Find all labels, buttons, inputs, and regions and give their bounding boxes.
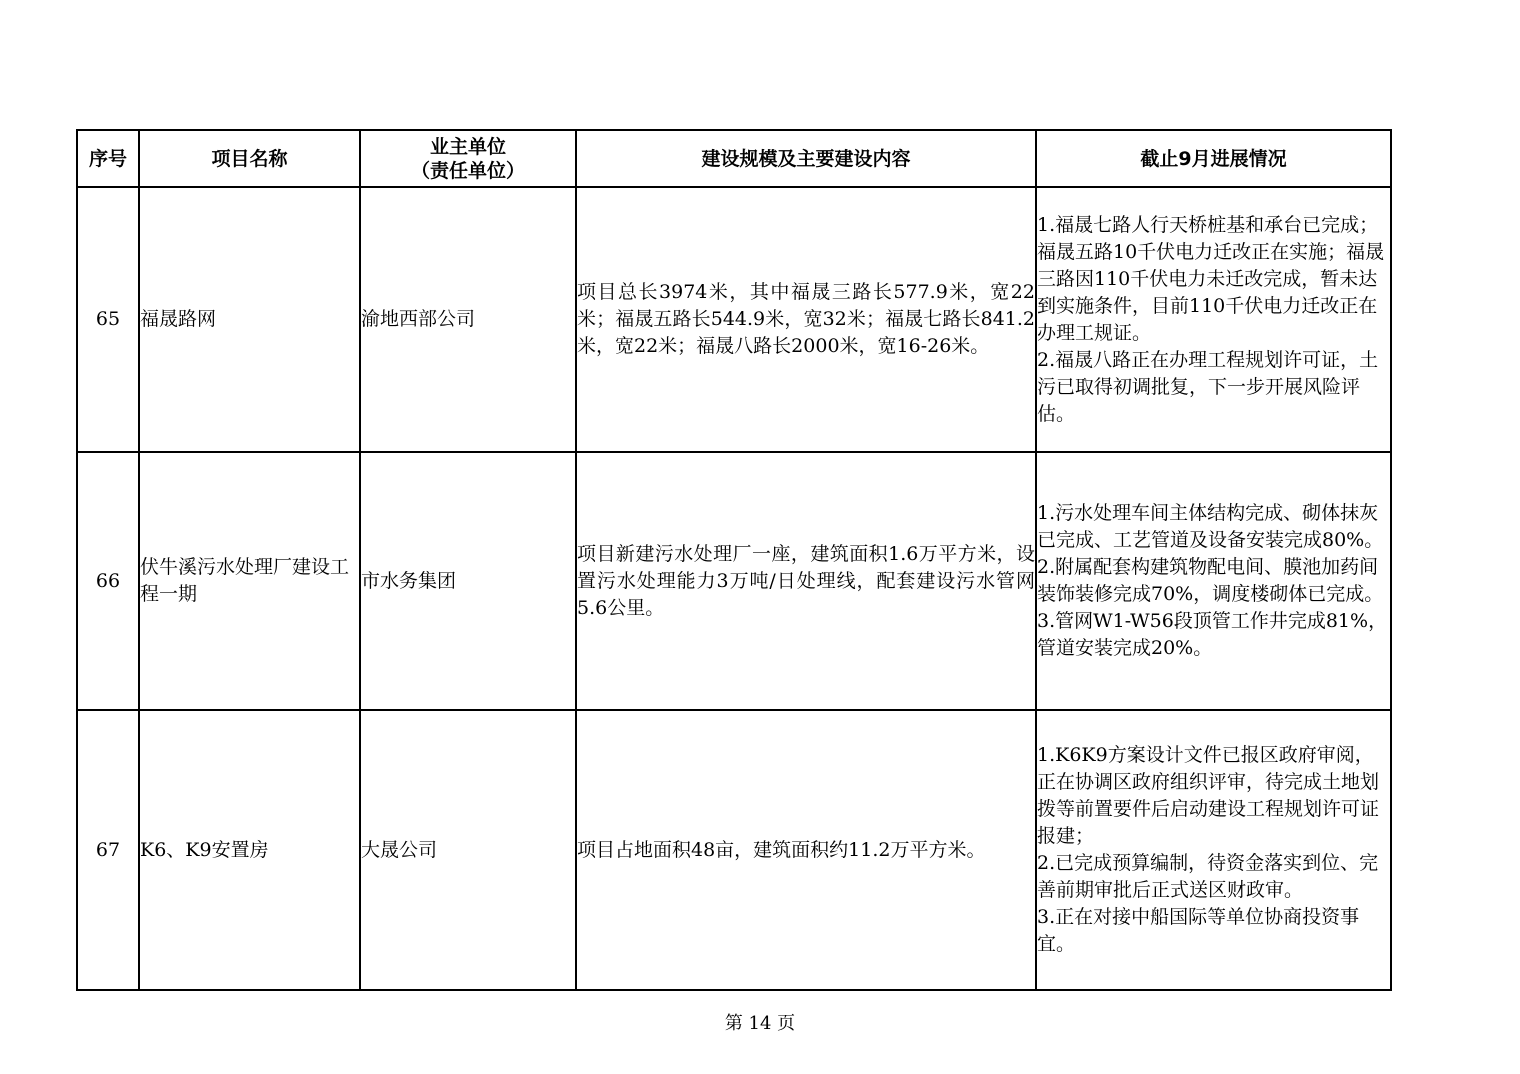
header-owner-line2: （责任单位） bbox=[410, 159, 525, 182]
progress-item: 1.K6K9方案设计文件已报区政府审阅，正在协调区政府组织评审，待完成土地划拨等前置要件后启动建设工程规划许可证报建； bbox=[1037, 744, 1380, 847]
header-seq: 序号 bbox=[77, 130, 139, 187]
row-progress bbox=[1036, 187, 1391, 452]
header-owner-line1: 业主单位 bbox=[429, 135, 506, 158]
row-owner: 市水务集团 bbox=[360, 452, 576, 710]
header-scope: 建设规模及主要建设内容 bbox=[576, 130, 1036, 187]
row-owner: 渝地西部公司 bbox=[360, 187, 576, 452]
progress-item: 2.福晟八路正在办理工程规划许可证，土污已取得初调批复，下一步开展风险评估。 bbox=[1037, 348, 1379, 425]
header-project-name: 项目名称 bbox=[139, 130, 360, 187]
row-seq: 65 bbox=[77, 187, 139, 452]
row-project-name: K6、K9安置房 bbox=[139, 710, 360, 990]
progress-item: 1.福晟七路人行天桥桩基和承台已完成；福晟五路10千伏电力迁改正在实施；福晟三路因110千伏电力未迁改完成，暂未达到实施条件，目前110千伏电力迁改正在办理工规证。 bbox=[1037, 213, 1385, 344]
row-progress bbox=[1036, 710, 1391, 990]
progress-item: 3.管网W1-W56段顶管工作井完成81%，管道安装完成20%。 bbox=[1037, 610, 1388, 659]
page-number: 第 14 页 bbox=[724, 1013, 796, 1034]
row-seq: 67 bbox=[77, 710, 139, 990]
row-scope: 项目占地面积48亩，建筑面积约11.2万平方米。 bbox=[576, 710, 1036, 990]
project-table bbox=[76, 129, 1392, 991]
table-row bbox=[77, 187, 1391, 452]
table-row bbox=[77, 710, 1391, 990]
table-row bbox=[77, 452, 1391, 710]
progress-item: 1.污水处理车间主体结构完成、砌体抹灰已完成、工艺管道及设备安装完成80%。 bbox=[1037, 502, 1384, 551]
row-scope: 项目新建污水处理厂一座，建筑面积1.6万平方米，设置污水处理能力3万吨/日处理线，配套建设污水管网5.6公里。 bbox=[576, 452, 1036, 710]
progress-item: 2.已完成预算编制，待资金落实到位、完善前期审批后正式送区财政审。 bbox=[1037, 852, 1379, 901]
header-owner bbox=[360, 130, 576, 187]
table-header-row bbox=[77, 130, 1391, 187]
progress-item: 2.附属配套构建筑物配电间、膜池加药间装饰装修完成70%，调度楼砌体已完成。 bbox=[1037, 556, 1384, 605]
header-progress: 截止9月进展情况 bbox=[1036, 130, 1391, 187]
row-project-name: 福晟路网 bbox=[139, 187, 360, 452]
row-project-name: 伏牛溪污水处理厂建设工程一期 bbox=[139, 452, 360, 710]
progress-item: 3.正在对接中船国际等单位协商投资事宜。 bbox=[1037, 906, 1360, 955]
row-owner: 大晟公司 bbox=[360, 710, 576, 990]
row-progress bbox=[1036, 452, 1391, 710]
row-scope: 项目总长3974米，其中福晟三路长577.9米，宽22米；福晟五路长544.9米，宽32米；福晟七路长841.2米，宽22米；福晟八路长2000米，宽16-26米。 bbox=[576, 187, 1036, 452]
row-seq: 66 bbox=[77, 452, 139, 710]
